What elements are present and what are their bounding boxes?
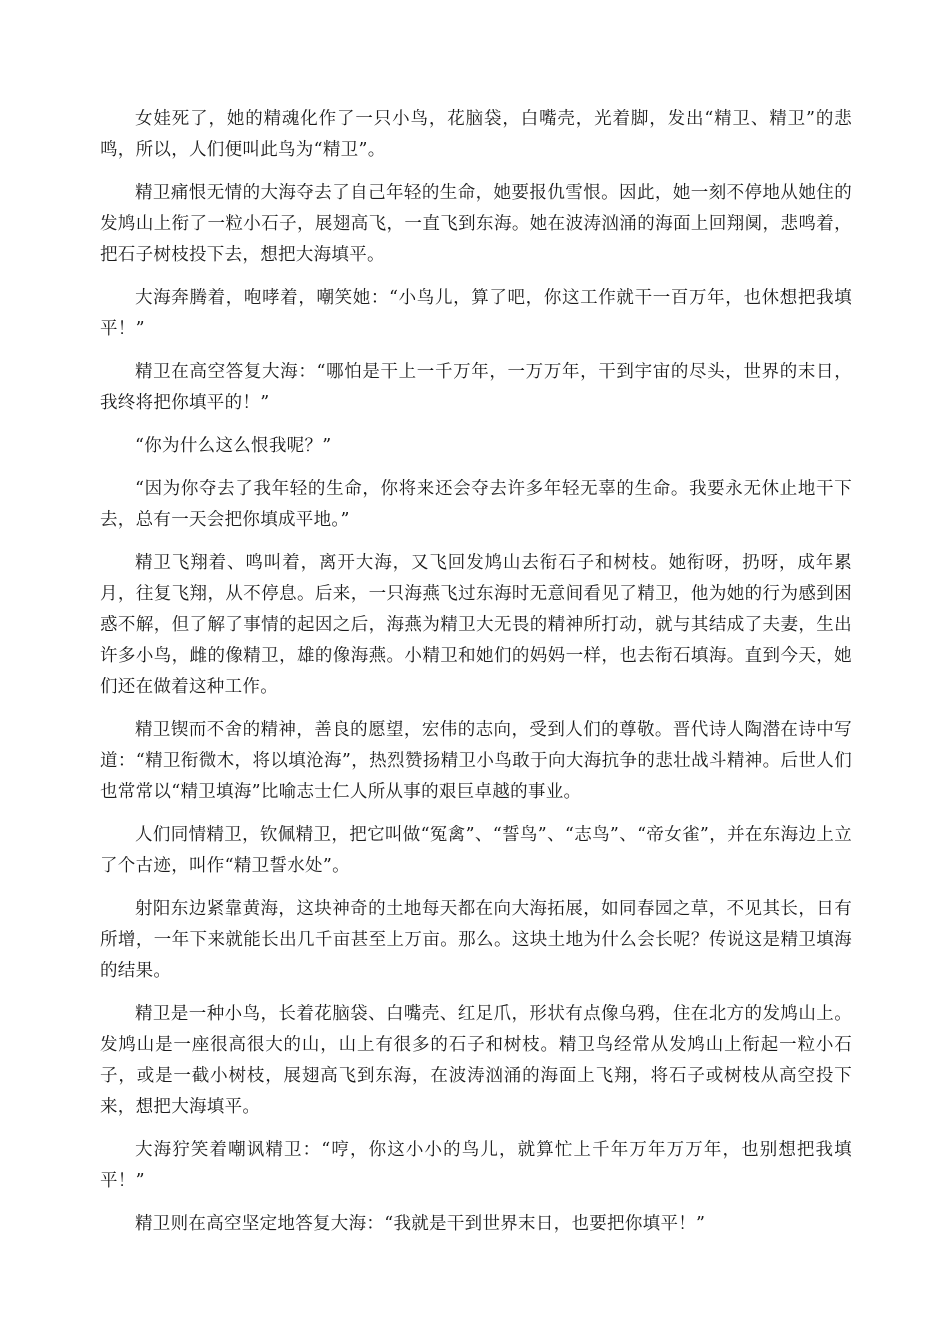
paragraph-10: 射阳东边紧靠黄海，这块神奇的土地每天都在向大海拓展，如同春园之草，不见其长，日有所增，一年下来就能长出几千亩甚至上万亩。那么。这块土地为什么会长呢？传说这是精卫填海的结果。 bbox=[100, 899, 852, 981]
paragraph-3: 大海奔腾着，咆哮着，嘲笑她：“小鸟儿，算了吧，你这工作就干一百万年，也休想把我填平！” bbox=[100, 288, 852, 339]
paragraph-4: 精卫在高空答复大海：“哪怕是干上一千万年，一万万年，干到宇宙的尽头，世界的末日，我终将把你填平的！” bbox=[100, 362, 852, 413]
paragraph-6: “因为你夺去了我年轻的生命，你将来还会夺去许多年轻无辜的生命。我要永无休止地干下去，总有一天会把你填成平地。” bbox=[100, 479, 852, 530]
paragraph-7: 精卫飞翔着、鸣叫着，离开大海，又飞回发鸠山去衔石子和树枝。她衔呀，扔呀，成年累月，往复飞翔，从不停息。后来，一只海燕飞过东海时无意间看见了精卫，他为她的行为感到困惑不解，但了解了事情的起因之后，海燕为精卫大无畏的精神所打动，就与其结成了夫妻，生出许多小鸟，雌的像精卫，雄的像海燕。小精卫和她们的妈妈一样，也去衔石填海。直到今天，她们还在做着这种工作。 bbox=[100, 553, 852, 697]
document-page bbox=[100, 104, 852, 1252]
paragraph-9: 人们同情精卫，钦佩精卫，把它叫做“冤禽”、“誓鸟”、“志鸟”、“帝女雀”，并在东海边上立了个古迹，叫作“精卫誓水处”。 bbox=[100, 825, 852, 876]
paragraph-5: “你为什么这么恨我呢？” bbox=[135, 436, 332, 456]
paragraph-12: 大海狞笑着嘲讽精卫：“哼，你这小小的鸟儿，就算忙上千年万年万万年，也别想把我填平！” bbox=[100, 1140, 852, 1191]
paragraph-1: 女娃死了，她的精魂化作了一只小鸟，花脑袋，白嘴壳，光着脚，发出“精卫、精卫”的悲鸣，所以，人们便叫此鸟为“精卫”。 bbox=[100, 109, 852, 160]
paragraph-2: 精卫痛恨无情的大海夺去了自己年轻的生命，她要报仇雪恨。因此，她一刻不停地从她住的发鸠山上衔了一粒小石子，展翅高飞，一直飞到东海。她在波涛汹涌的海面上回翔阒，悲鸣着，把石子树枝投下去，想把大海填平。 bbox=[100, 183, 852, 265]
paragraph-8: 精卫锲而不舍的精神，善良的愿望，宏伟的志向，受到人们的尊敬。晋代诗人陶潜在诗中写道：“精卫衔微木，将以填沧海”，热烈赞扬精卫小鸟敢于向大海抗争的悲壮战斗精神。后世人们也常常以“精卫填海”比喻志士仁人所从事的艰巨卓越的事业。 bbox=[100, 720, 852, 802]
paragraph-11: 精卫是一种小鸟，长着花脑袋、白嘴壳、红足爪，形状有点像乌鸦，住在北方的发鸠山上。发鸠山是一座很高很大的山，山上有很多的石子和树枝。精卫鸟经常从发鸠山上衔起一粒小石子，或是一截小树枝，展翅高飞到东海，在波涛汹涌的海面上飞翔，将石子或树枝从高空投下来，想把大海填平。 bbox=[100, 1004, 852, 1117]
paragraph-13: 精卫则在高空坚定地答复大海：“我就是干到世界末日，也要把你填平！” bbox=[135, 1214, 706, 1234]
